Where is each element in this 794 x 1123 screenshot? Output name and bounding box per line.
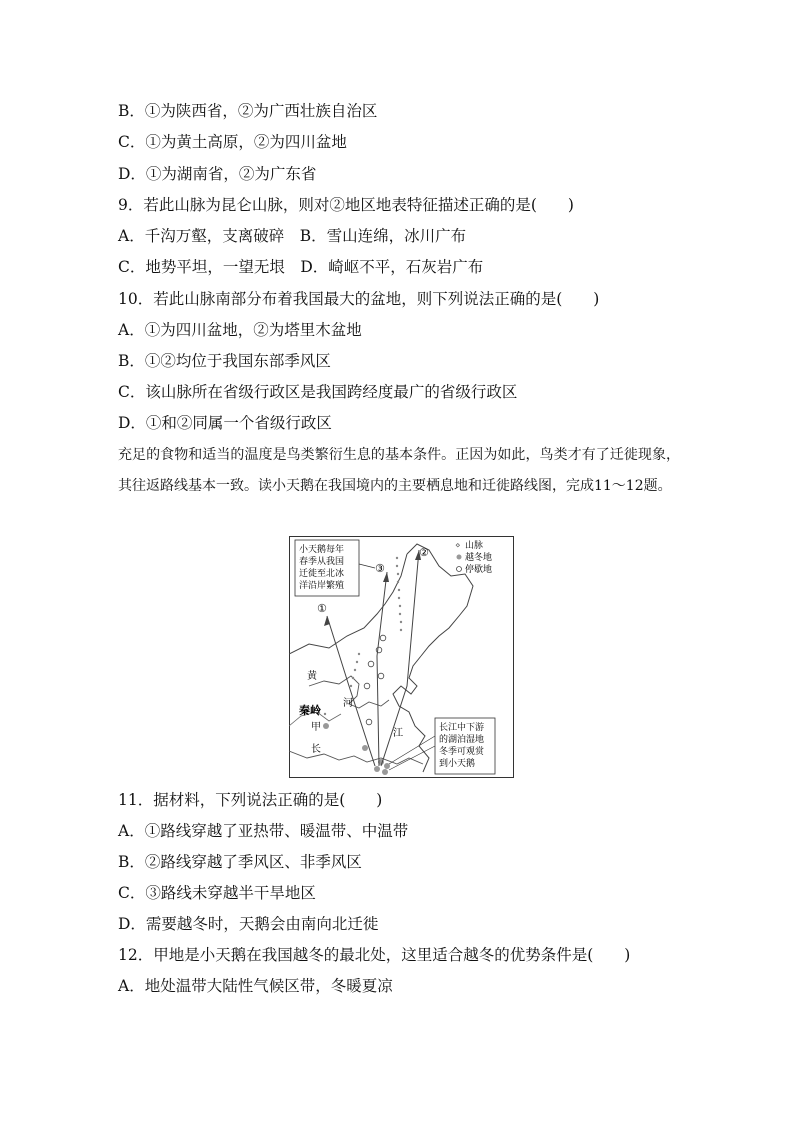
svg-text:的湖泊湿地: 的湖泊湿地 [439, 735, 485, 745]
route-label-1: ① [317, 602, 327, 615]
line-b: B．①为陕西省，②为广西壮族自治区 [118, 102, 378, 120]
legend-wintering-label: 越冬地 [465, 553, 493, 563]
svg-text:长江中下游: 长江中下游 [439, 723, 485, 733]
line-c: C．①为黄土高原，②为四川盆地 [118, 133, 347, 151]
place-label-jia: 甲 [311, 722, 321, 733]
svg-text:春季从我国: 春季从我国 [299, 557, 345, 567]
q10-option-c: C．该山脉所在省级行政区是我国跨经度最广的省级行政区 [118, 383, 518, 401]
question-9: 9．若此山脉为昆仑山脉，则对②地区地表特征描述正确的是( ) [118, 196, 574, 214]
q11-option-a: A．①路线穿越了亚热带、暖温带、中温带 [118, 822, 409, 840]
svg-text:到小天鹅: 到小天鹅 [439, 759, 476, 769]
place-label-qinling: 秦岭 [299, 704, 321, 717]
place-label-jiang: 江 [393, 728, 403, 739]
question-12: 12．甲地是小天鹅在我国越冬的最北处，这里适合越冬的优势条件是( ) [118, 946, 631, 964]
q11-option-b: B．②路线穿越了季风区、非季风区 [118, 853, 362, 871]
q10-option-b: B．①②均位于我国东部季风区 [118, 352, 331, 370]
q10-option-a: A．①为四川盆地，②为塔里木盆地 [118, 321, 362, 339]
place-label-chang: 长 [311, 744, 321, 755]
question-11: 11．据材料，下列说法正确的是( ) [118, 791, 383, 809]
route-label-3: ③ [375, 562, 385, 575]
svg-text:洋沿岸繁殖: 洋沿岸繁殖 [299, 581, 345, 591]
question-10: 10．若此山脉南部分布着我国最大的盆地，则下列说法正确的是( ) [118, 290, 600, 308]
svg-text:迁徙至北冰: 迁徙至北冰 [299, 569, 345, 579]
q11-option-d: D．需要越冬时，天鹅会由南向北迁徙 [118, 915, 379, 933]
legend-stopover-label: 停歇地 [465, 565, 493, 575]
q11-option-c: C．③路线未穿越半干旱地区 [118, 884, 316, 902]
legend-mountain-symbol: ⋄ [455, 541, 461, 551]
place-label-huang: 黄 [307, 671, 317, 682]
q10-option-d: D．①和②同属一个省级行政区 [118, 414, 332, 432]
legend-mountain-label: 山脉 [465, 541, 484, 551]
q9-options-cd: C．地势平坦，一望无垠 D．崎岖不平，石灰岩广布 [118, 258, 484, 276]
material-paragraph: 充足的食物和适当的温度是鸟类繁衍生息的基本条件。正因为如此，鸟类才有了迁徙现象，其往返路线基本一致。读小天鹅在我国境内的主要栖息地和迁徙路线图，完成11～12题。 [118, 447, 680, 494]
line-d: D．①为湖南省，②为广东省 [118, 165, 317, 183]
legend-stopover-symbol [457, 567, 462, 572]
place-label-he: 河 [343, 698, 353, 709]
q12-option-a: A．地处温带大陆性气候区带，冬暖夏凉 [118, 977, 393, 995]
svg-text:冬季可观赏: 冬季可观赏 [439, 747, 485, 757]
svg-text:小天鹅每年: 小天鹅每年 [299, 545, 345, 555]
legend-wintering-symbol [457, 555, 462, 560]
q9-options-ab: A．千沟万壑，支离破碎 B．雪山连绵，冰川广布 [118, 227, 467, 245]
swan-migration-map [289, 536, 514, 778]
route-label-2: ② [419, 546, 429, 559]
